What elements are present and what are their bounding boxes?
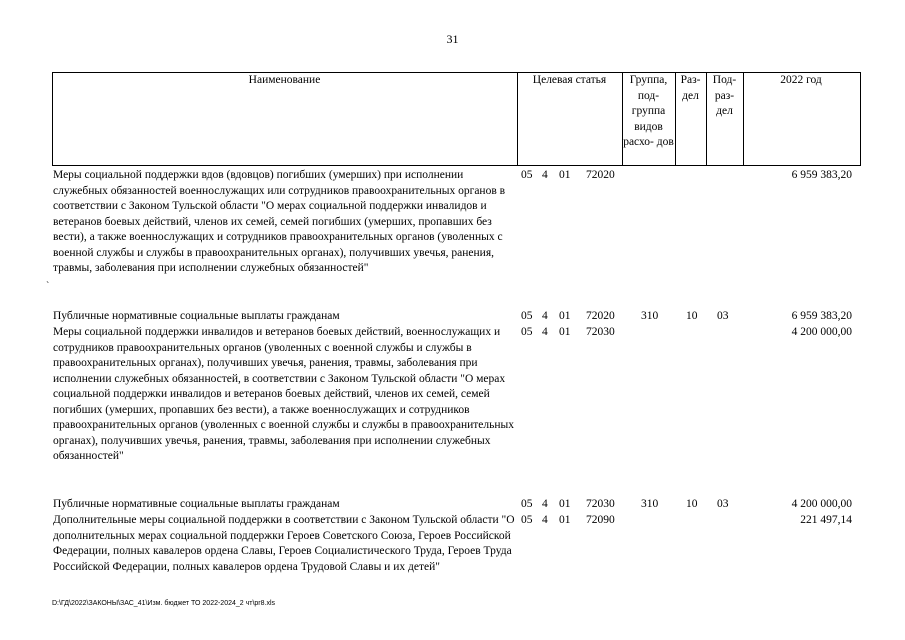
- footer-file-path: D:\ГД\2022\ЗАКОНЫ\ЗАС_41\Изм. бюджет ТО 2022-2024_2 чт\pr8.xls: [52, 600, 276, 607]
- row-code-2: 4: [542, 514, 548, 526]
- row-section: 10: [686, 498, 698, 510]
- row-code-1: 05: [521, 310, 533, 322]
- row-code-1: 05: [521, 498, 533, 510]
- row-code-4: 72020: [586, 310, 615, 322]
- stray-mark: `: [46, 281, 50, 292]
- row-code-2: 4: [542, 498, 548, 510]
- header-group: Группа, под- группа видов расхо- дов: [623, 74, 674, 148]
- row-code-4: 72020: [586, 169, 615, 181]
- row-amount: 221 497,14: [800, 514, 852, 526]
- row-amount: 6 959 383,20: [791, 169, 852, 181]
- header-subsection: Под- раз- дел: [712, 74, 737, 117]
- row-name: Публичные нормативные социальные выплаты гражданам: [53, 310, 340, 322]
- row-group: 310: [641, 310, 659, 322]
- row-name: Дополнительные меры социальной поддержки в соответствии с Законом Тульской области "О дополнительных мерах социальной поддержки Героев Советского Союза, Героев Российской Федерации, полных кавалеров ордена Славы, Героев Социалистического Труда, Героев Труда Российской Федерации, полных кавалеров ордена Трудовой Славы и их детей": [53, 514, 515, 573]
- row-amount: 6 959 383,20: [791, 310, 852, 322]
- page-number: 31: [446, 32, 459, 46]
- row-code-4: 72090: [586, 514, 615, 526]
- header-section: Раз- дел: [680, 74, 701, 102]
- row-code-3: 01: [559, 169, 571, 181]
- row-subsection: 03: [717, 310, 729, 322]
- header-name: Наименование: [248, 74, 321, 86]
- row-code-3: 01: [559, 514, 571, 526]
- row-code-4: 72030: [586, 498, 615, 510]
- row-name: Меры социальной поддержки инвалидов и ветеранов боевых действий, военнослужащих и сотрудников правоохранительных органов (уволенных с военной службы и службы в правоохранительных органах), получивших увечья, ранения, травмы, заболевания при исполнении служебных обязанностей, в соответствии с Законом Тульской области "О мерах социальной поддержки инвалидов и ветеранов боевых действий, членов их семей, семей погибших (умерших, пропавших без вести), а также военнослужащих и сотрудников правоохранительных органов (уволенных с военной службы и службы в правоохранительных органах), получивших увечья, ранения, травмы, заболевания при исполнении служебных обязанностей": [53, 326, 515, 462]
- header-target: Целевая статья: [532, 74, 607, 86]
- row-amount: 4 200 000,00: [791, 498, 852, 510]
- row-code-3: 01: [559, 326, 571, 338]
- row-group: 310: [641, 498, 659, 510]
- row-amount: 4 200 000,00: [791, 326, 852, 338]
- row-code-2: 4: [542, 310, 548, 322]
- header-year: 2022 год: [780, 74, 822, 86]
- row-section: 10: [686, 310, 698, 322]
- row-name: Меры социальной поддержки вдов (вдовцов) погибших (умерших) при исполнении служебных обязанностей военнослужащих или сотрудников правоохранительных органов в соответствии с Законом Тульской области "О мерах социальной поддержки инвалидов и ветеранов боевых действий, членов их семей, семей погибших (умерших, пропавших без вести), а также военнослужащих и сотрудников правоохранительных органов (уволенных с военной службы и службы в правоохранительных органах), получивших увечья, ранения, травмы, заболевания при исполнении служебных обязанностей": [53, 169, 506, 274]
- row-subsection: 03: [717, 498, 729, 510]
- row-code-3: 01: [559, 498, 571, 510]
- row-code-1: 05: [521, 326, 533, 338]
- row-code-1: 05: [521, 169, 533, 181]
- row-name: Публичные нормативные социальные выплаты гражданам: [53, 498, 340, 510]
- row-code-2: 4: [542, 326, 548, 338]
- row-code-1: 05: [521, 514, 533, 526]
- row-code-4: 72030: [586, 326, 615, 338]
- row-code-2: 4: [542, 169, 548, 181]
- row-code-3: 01: [559, 310, 571, 322]
